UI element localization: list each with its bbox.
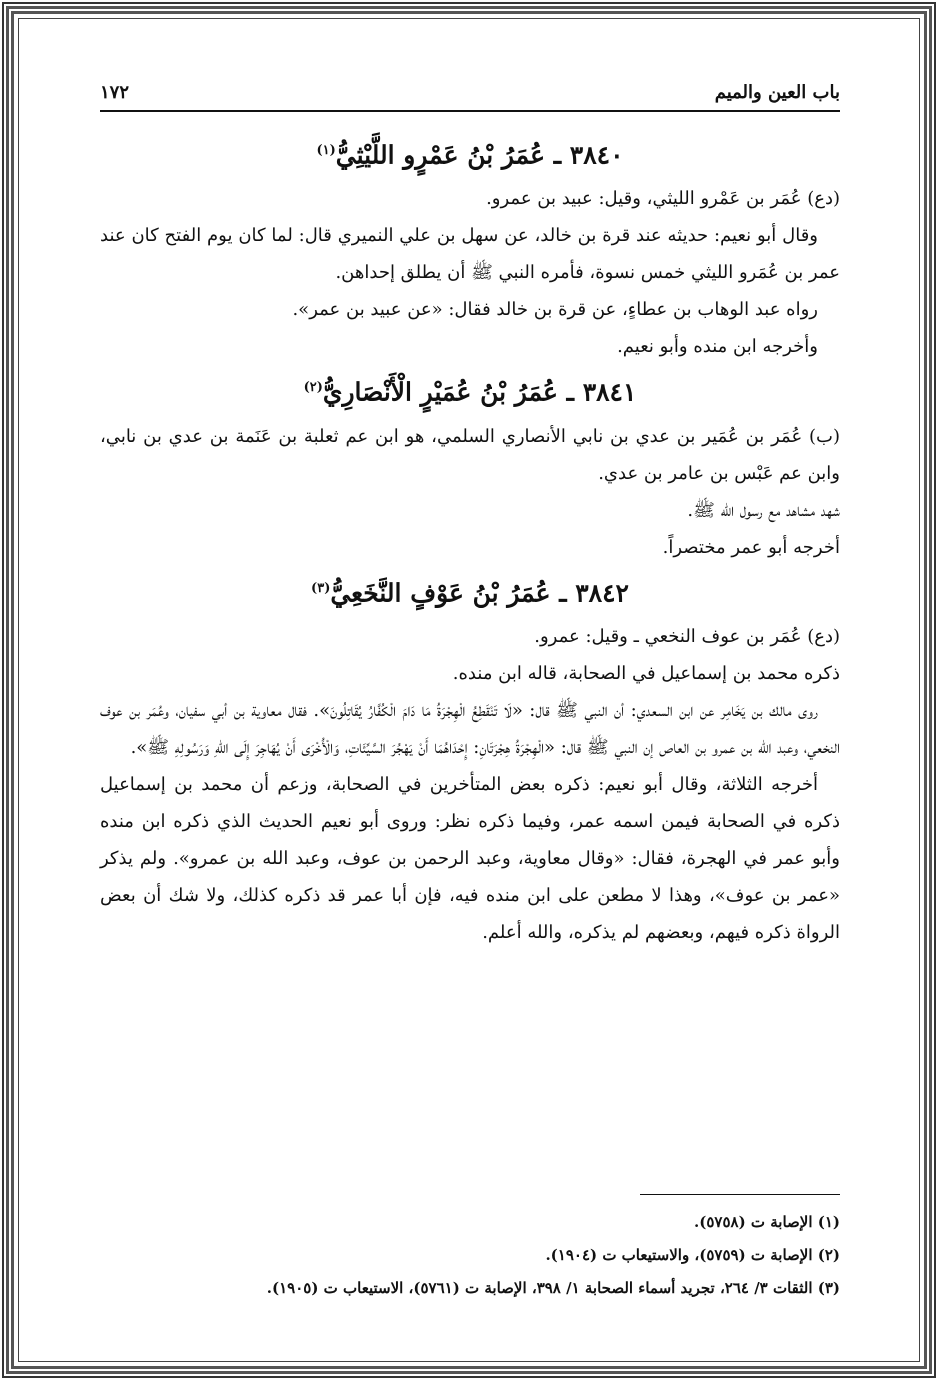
entry-paragraph: (دع) عُمَر بن عوف النخعي ـ وقيل: عمرو. [534, 625, 840, 647]
entry-title-3841 [100, 369, 840, 411]
page-number: ١٧٢ [100, 82, 130, 103]
entry-paragraph: أخرجه الثلاثة، وقال أبو نعيم: ذكره بعض المتأخرين في الصحابة، وزعم أن محمد بن إسماعيل ذكره في الصحابة فيمن اسمه عمر، وفيما ذكره نظر: وروى أبو نعيم الحديث الذي ذكره ابن منده وأبو عمر في الهجرة، فقال: «وقال معاوية، وعبد الرحمن بن عوف، وعبد الله بن عمرو». ولم يذكر «عمر بن عوف»، وهذا لا مطعن على ابن منده فيه، فإن أبا عمر قد ذكره كذلك، ولا شك أن بعض الرواة ذكره فيهم، وبعضهم لم يذكره، والله أعلم. [100, 773, 840, 943]
footnote: (٢) الإصابة ت (٥٧٥٩)، والاستيعاب ت (١٩٠٤). [545, 1246, 840, 1264]
footnote-ref: (٣) [311, 580, 331, 596]
footnote: (٣) الثقات ٣/ ٢٦٤، تجريد أسماء الصحابة ١/ ٣٩٨، الإصابة ت (٥٧٦١)، الاستيعاب ت (١٩٠٥). [266, 1279, 840, 1297]
footnotes [100, 1206, 840, 1305]
entry-paragraph: شهد مشاهد مع رسول الله ﷺ. [687, 499, 840, 521]
entry-title-3840 [100, 132, 840, 174]
entry-paragraph: (دع) عُمَر بن عَمْرو الليثي، وقيل: عبيد بن عمرو. [486, 188, 840, 210]
entry-paragraph: وقال أبو نعيم: حديثه عند قرة بن خالد، عن سهل بن علي النميري قال: لما كان يوم الفتح كان عند عمر بن عُمَرو الليثي خمس نسوة، فأمره النبي ﷺ أن يطلق إحداهن. [100, 225, 840, 284]
running-head [100, 82, 840, 112]
entry-paragraph: (ب) عُمَر بن عُمَير بن عدي بن نابي الأنصاري السلمي، هو ابن عم ثعلبة بن عَنَمة بن عدي بن نابي، وابن عم عَبْس بن عامر بن عدي. [100, 425, 840, 484]
entry-heading: ٣٨٤٠ ـ عُمَرُ بْنُ عَمْرٍو اللَّيْثِيُّ [335, 140, 624, 170]
header-rule [100, 110, 840, 112]
entry-paragraph: رواه عبد الوهاب بن عطاءٍ، عن قرة بن خالد فقال: «عن عبيد بن عمر». [292, 299, 818, 321]
book-page [100, 70, 840, 1330]
footnote-rule [640, 1194, 840, 1195]
entry-paragraph: وأخرجه ابن منده وأبو نعيم. [617, 336, 818, 358]
entry-paragraph: ذكره محمد بن إسماعيل في الصحابة، قاله ابن منده. [452, 662, 840, 684]
chapter-title: باب العين والميم [714, 82, 840, 103]
entry-paragraph: روى مالك بن يَخَامِر عن ابن السعدي: أن النبي ﷺ قال: «لَا تَنْقَطِعُ الْهِجْرَةُ مَا دَامَ الْكُفَّارُ يُقَاتِلُونَ». فقال معاوية بن أبي سفيان، وعُمَر بن عوف النخعي، وعبد الله بن عمرو بن العاص إن النبي ﷺ قال: «الْهِجْرَةُ هِجْرَتَانِ: إِحْدَاهُمَا أَنْ يَهْجُرَ السَّيِّئَاتِ، وَالْأُخْرَى أَنْ يُهَاجِرَ إِلَى اللهِ وَرَسُولِهِ ﷺ». [100, 699, 840, 758]
footnote-ref: (١) [316, 143, 336, 158]
entry-title-3842 [100, 570, 840, 612]
entry-heading: ٣٨٤٢ ـ عُمَرُ بْنُ عَوْفٍ النَّخَعِيُّ [330, 577, 629, 607]
footnote: (١) الإصابة ت (٥٧٥٨). [694, 1213, 840, 1231]
entry-paragraph: أخرجه أبو عمر مختصراً. [662, 536, 840, 558]
entry-heading: ٣٨٤١ ـ عُمَرُ بْنُ عُمَيْرٍ الْأَنْصَارِيُّ [322, 377, 637, 407]
page-content [100, 128, 840, 951]
footnote-ref: (٢) [303, 380, 323, 396]
